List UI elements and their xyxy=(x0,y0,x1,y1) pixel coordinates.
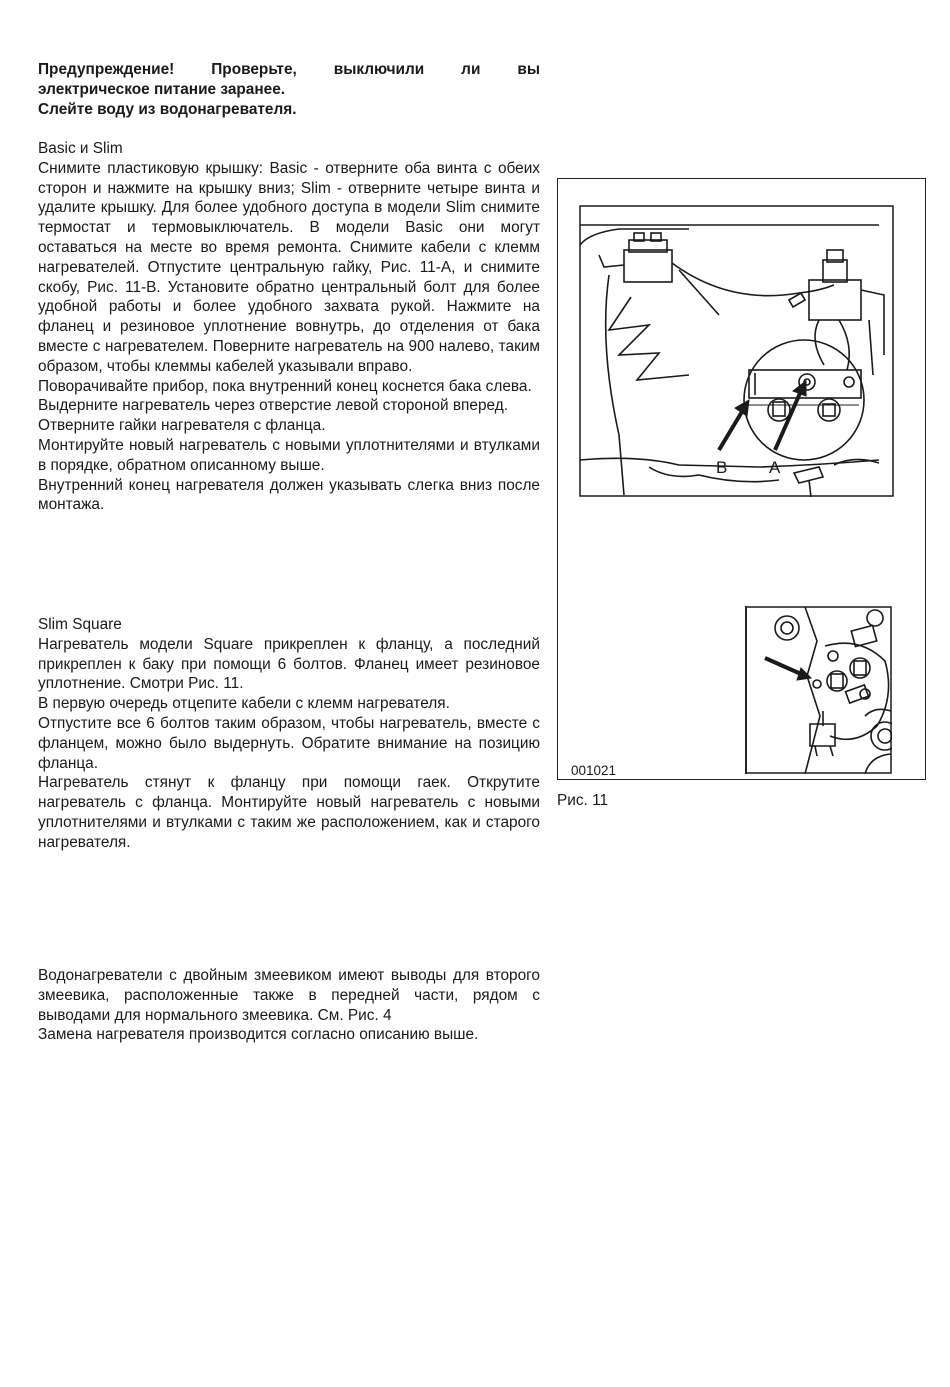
paragraph: Внутренний конец нагревателя должен указывать слегка вниз после монтажа. xyxy=(38,476,540,514)
section-heading-slim-square: Slim Square xyxy=(38,616,122,633)
warning-block xyxy=(38,60,540,119)
paragraph: Монтируйте новый нагреватель с новыми уплотнителями и втулками в порядке, обратном описанному выше. xyxy=(38,436,540,474)
section-slim-square xyxy=(38,615,540,853)
figure-label-a: A xyxy=(769,458,781,477)
figure-label-b: B xyxy=(716,458,728,477)
paragraph: Выдерните нагреватель через отверстие левой стороной вперед. xyxy=(38,397,508,415)
figure-code: 001021 xyxy=(571,763,617,778)
paragraph: Водонагреватели с двойным змеевиком имеют выводы для второго змеевика, расположенные также в передней части, рядом с выводами для нормального змеевика. См. Рис. 4 xyxy=(38,967,540,1024)
paragraph: Нагреватель модели Square прикреплен к фланцу, а последний прикреплен к баку при помощи 6 болтов. Фланец имеет резиновое уплотнение. Смотри Рис. 11. xyxy=(38,635,540,693)
paragraph: Замена нагревателя производится согласно описанию выше. xyxy=(38,1026,479,1044)
figure-caption: Рис. 11 xyxy=(557,792,609,809)
section-basic-slim xyxy=(38,139,540,515)
figure-divider xyxy=(745,606,747,774)
paragraph: Снимите пластиковую крышку: Basic - отверните оба винта с обеих сторон и нажмите на крышку вниз; Slim - отверните четыре винта и удалите крышку. Для более удобного доступа в модели Slim снимите термостат и термовыключатель. В модели Basic они могут оставаться на месте во время ремонта. Снимите кабели с клемм нагревателей. Отпустите центральную гайку, Рис. 11-А, и снимите скобу, Рис. 11-В. Установите обратно центральный болт для более удобной работы и более удобного захвата рукой. Нажмите на фланец и резиновое уплотнение вовнутрь, до отделения от бака вместе с нагревателем. Поверните нагреватель на 900 налево, таким образом, чтобы клеммы кабелей указывали вправо. xyxy=(38,159,540,375)
paragraph: Отпустите все 6 болтов таким образом, чтобы нагреватель, вместе с фланцем, можно было выдернуть. Обратите внимание на позицию фланца. xyxy=(38,714,540,772)
figure-bottom-illustration xyxy=(745,606,892,774)
warning-line-2: электрическое питание заранее. xyxy=(38,80,286,98)
figure-top-illustration xyxy=(579,205,894,497)
warning-line-1: Предупреждение! Проверьте, выключили ли вы xyxy=(38,61,540,78)
paragraph: Нагреватель стянут к фланцу при помощи гаек. Открутите нагреватель с фланца. Монтируйте новый нагреватель с новыми уплотнителями и втулками с таким же расположением, как и старого нагревателя. xyxy=(38,774,540,851)
paragraph: В первую очередь отцепите кабели с клемм нагревателя. xyxy=(38,695,450,713)
paragraph: Поворачивайте прибор, пока внутренний конец коснется бака слева. xyxy=(38,377,532,395)
section-heading-basic-slim: Basic и Slim xyxy=(38,140,123,157)
warning-line-3: Слейте воду из водонагревателя. xyxy=(38,100,297,118)
section-double-coil xyxy=(38,966,540,1045)
paragraph: Отверните гайки нагревателя с фланца. xyxy=(38,417,326,435)
